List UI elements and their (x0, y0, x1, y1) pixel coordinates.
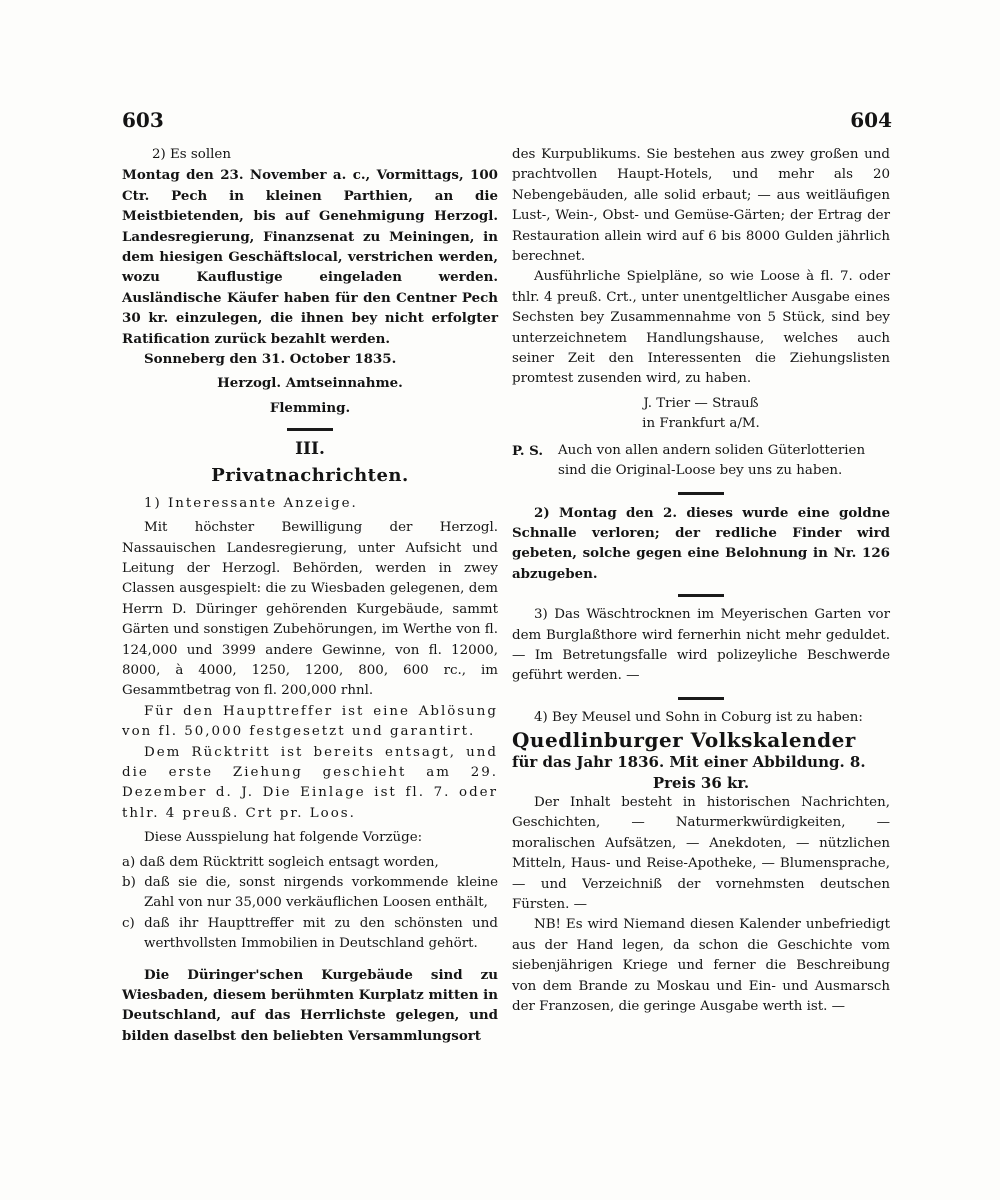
lottery-paragraph-2: Für den Haupttreffer ist eine Ablösung von fl. 50,000 festgesetzt und garantirt. (122, 703, 498, 740)
book-ad-head: 4) Bey Meusel und Sohn in Coburg ist zu haben: (534, 709, 863, 725)
notice-washing: 3) Das Wäschtrocknen im Meyerischen Garten vor dem Burglaßthore wird fernerhin nicht mehr geduldet. — Im Betretungsfalle wird polizeyliche Beschwerde geführt werden. — (512, 607, 890, 684)
divider (678, 594, 724, 597)
postscript-label: P. S. (512, 442, 544, 459)
notice-2-signature-name: Flemming. (269, 399, 351, 416)
book-nb-note: NB! Es wird Niemand diesen Kalender unbefriedigt aus der Hand legen, da schon die Geschichte vom siebenjährigen Kriege und ferner die Beschreibung von dem Brande zu Moskau und Ein- und Ausmarsch der Franzosen, die geringe Ausgabe werth ist. — (512, 917, 890, 1015)
lottery-paragraph-3: Dem Rücktritt ist bereits entsagt, und die erste Ziehung geschieht am 29. Dezember d. J. Die Einlage ist fl. 7. oder thlr. 4 preuß. Crt pr. Loos. (122, 744, 498, 821)
signature-trier-strauss: J. Trier — Strauß (643, 395, 759, 411)
notice-2-body: Montag den 23. November a. c., Vormittags, 100 Ctr. Pech in kleinen Parthien, an die Meistbietenden, bis auf Genehmigung Herzogl. Landesregierung, Finanzsenat zu Meiningen, in dem hiesigen Geschäftslocal, verstrichen werden, wozu Kauflustige eingeladen werden. Ausländische Käufer haben für den Centner Pech 30 kr. einzulegen, die ihnen bey nicht erfolgter Ratification zurück bezahlt werden. (122, 167, 498, 347)
book-title: Quedlinburger Volkskalender (512, 728, 856, 753)
lottery-paragraph-1: Mit höchster Bewilligung der Herzogl. Nassauischen Landesregierung, unter Aufsicht und Leitung der Herzogl. Behörden, werden in zwey Classen ausgespielt: die zu Wiesbaden gelegenen, dem Herrn D. Düringer gehörenden Kurgebäude, sammt Gärten und sonstigen Zubehörungen, im Werthe von fl. 124,000 und 3999 andere Gewinne, von fl. 12000, 8000, à 4000, 1250, 1200, 800, 600 rc., im Gesammtbetrag von fl. 200,000 rhnl. (122, 520, 498, 699)
subheading-interessante-anzeige: 1) Interessante Anzeige. (144, 495, 358, 511)
book-subtitle: für das Jahr 1836. Mit einer Abbildung. 8. (512, 753, 866, 772)
notice-lost-buckle: 2) Montag den 2. dieses wurde eine goldne Schnalle verloren; der redliche Finder wird gebeten, solche gegen eine Belohnung in Nr. 126 abzugeben. (512, 504, 890, 582)
notice-2-head: 2) Es sollen (152, 147, 231, 162)
page-number-right: 604 (850, 108, 892, 132)
advantages-list (122, 853, 498, 955)
list-item: c) daß ihr Haupttreffer mit zu den schönsten und werthvollsten Immobilien in Deutschland gehört. (122, 915, 498, 952)
signature-location: in Frankfurt a/M. (642, 416, 760, 432)
list-item: a) daß dem Rücktritt sogleich entsagt worden, (122, 854, 439, 870)
notice-2-signature-office: Herzogl. Amtseinnahme. (217, 375, 403, 392)
lottery-advantages-intro: Diese Ausspielung hat folgende Vorzüge: (144, 830, 423, 846)
divider (287, 428, 333, 431)
left-column (122, 145, 498, 1046)
book-price: Preis 36 kr. (652, 773, 750, 792)
divider (678, 697, 724, 700)
divider (678, 492, 724, 495)
notice-2-date: Sonneberg den 31. October 1835. (144, 351, 397, 368)
section-title: Privatnachrichten. (211, 464, 409, 486)
kurgebaeude-paragraph: Die Düringer'schen Kurgebäude sind zu Wiesbaden, diesem berühmten Kurplatz mitten in Deutschland, auf das Herrlichste gelegen, und bilden daselbst den beliebten Versammlungsort (122, 966, 498, 1044)
right-column (512, 145, 890, 1017)
postscript-text: Auch von allen andern soliden Güterlotterien sind die Original-Loose bey uns zu haben. (558, 442, 866, 479)
list-item: b) daß sie die, sonst nirgends vorkommende kleine Zahl von nur 35,000 verkäuflichen Loosen enthält, (122, 875, 498, 911)
kurpublikum-paragraph: des Kurpublikums. Sie bestehen aus zwey großen und prachtvollen Haupt-Hotels, und mehr als 20 Nebengebäuden, alle solid erbaut; — aus weitläufigen Lust-, Wein-, Obst- und Gemüse-Gärten; der Ertrag der Restauration allein wird auf 6 bis 8000 Gulden jährlich berechnet. (512, 147, 890, 265)
postscript (512, 441, 890, 482)
page-number-left: 603 (122, 108, 164, 132)
spielplaene-paragraph: Ausführliche Spielpläne, so wie Loose à fl. 7. oder thlr. 4 preuß. Crt., unter unentgeltlicher Ausgabe eines Sechsten bey Zusammennahme von 5 Stück, sind bey unterzeichnetem Handlungshause, welches auch seiner Zeit den Interessenten die Ziehungslisten promtest zusenden wird, zu haben. (512, 269, 890, 387)
section-number: III. (295, 439, 325, 460)
book-contents: Der Inhalt besteht in historischen Nachrichten, Geschichten, — Naturmerkwürdigkeiten, — moralischen Aufsätzen, — Anekdoten, — nützlichen Mitteln, Haus- und Reise-Apotheke, — Blumensprache, — und Verzeichniß der vornehmsten deutschen Fürsten. — (512, 794, 890, 912)
